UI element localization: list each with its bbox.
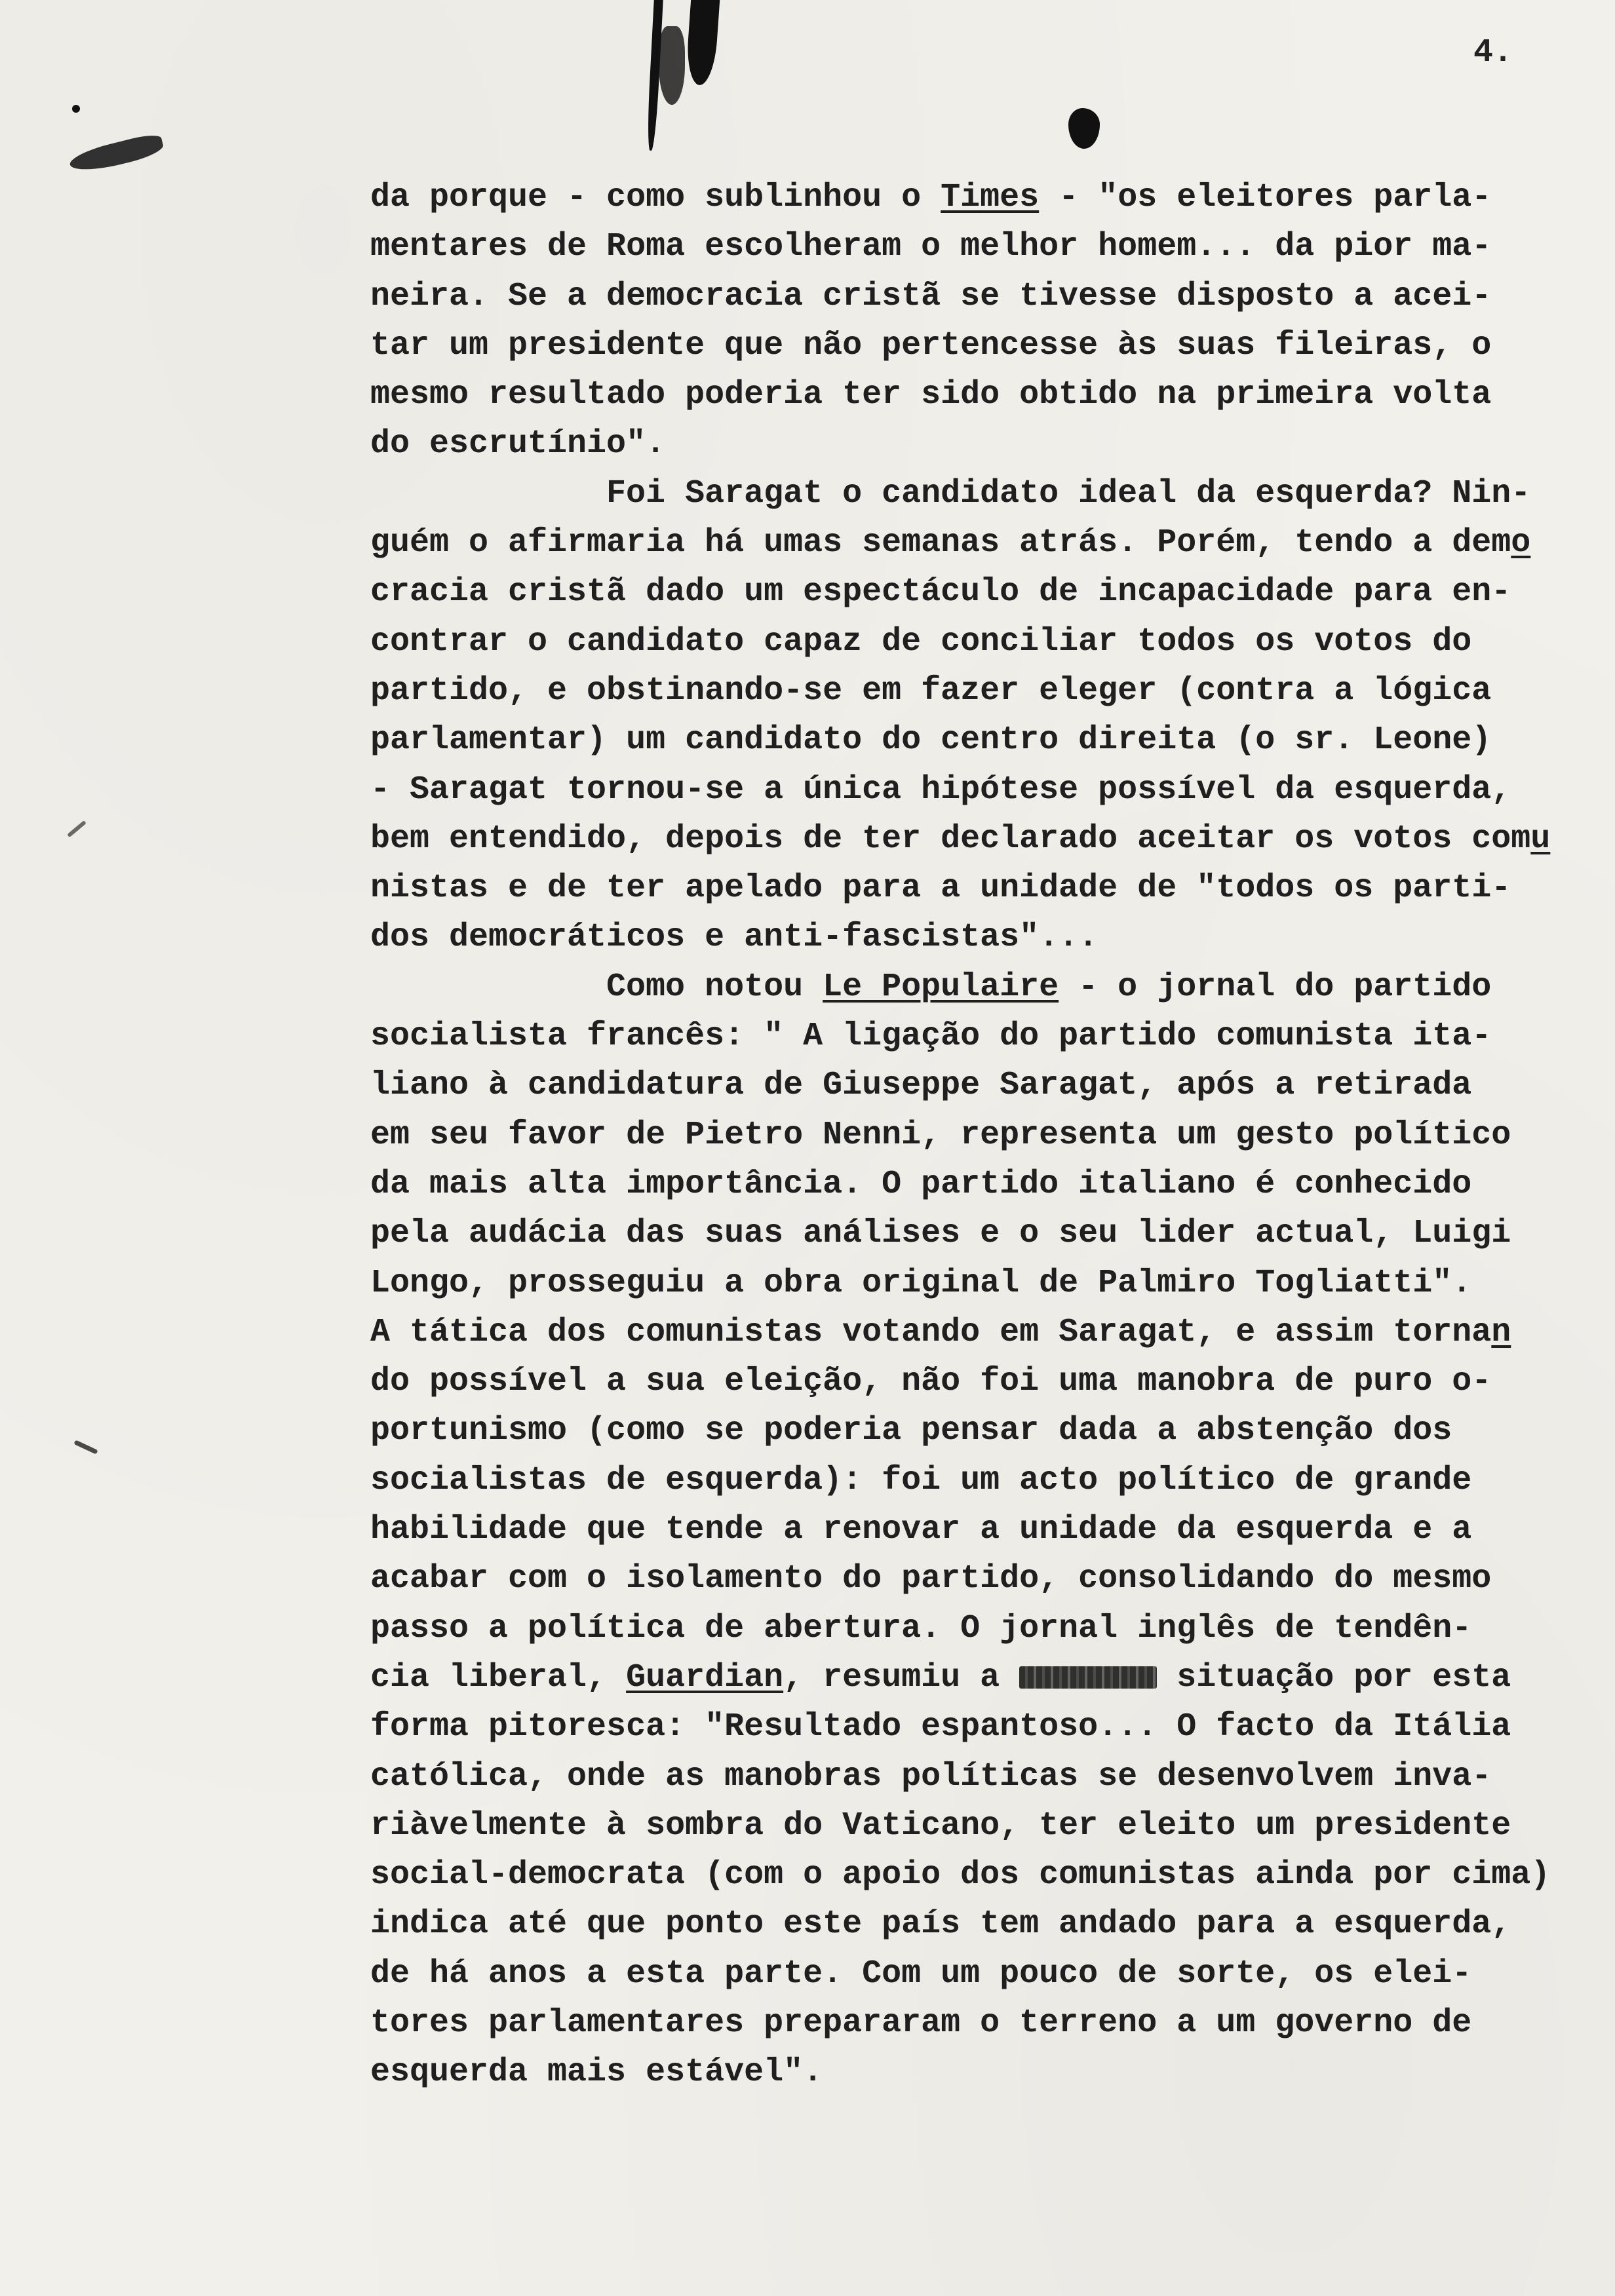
text-line: [370, 518, 1589, 567]
text-segment: riàvelmente à sombra do Vaticano, ter eleito um presidente: [370, 1807, 1511, 1845]
ink-drip: [685, 0, 720, 86]
text-line: [370, 1456, 1589, 1505]
margin-mark: [67, 820, 87, 837]
text-line: [370, 1061, 1589, 1110]
text-line: [370, 1653, 1589, 1702]
text-segment: Foi Saragat o candidato ideal da esquerda? Nin-: [606, 474, 1531, 512]
text-line: [370, 1554, 1589, 1603]
text-line: [370, 567, 1589, 617]
text-line: [370, 173, 1589, 222]
underlined-hyphen-mark: u: [1530, 820, 1551, 858]
text-segment: , resumiu a: [783, 1658, 1020, 1696]
text-segment: Longo, prosseguiu a obra original de Palmiro Togliatti".: [370, 1264, 1472, 1302]
text-segment: bem entendido, depois de ter declarado aceitar os votos com: [370, 820, 1531, 858]
text-segment: de há anos a esta parte. Com um pouco de sorte, os elei-: [370, 1955, 1472, 1993]
text-line: [370, 617, 1589, 666]
text-segment: parlamentar) um candidato do centro direita (o sr. Leone): [370, 721, 1492, 759]
text-segment: da porque - como sublinhou o: [370, 179, 941, 216]
text-segment: partido, e obstinando-se em fazer eleger (contra a lógica: [370, 672, 1492, 710]
underlined-hyphen-mark: o: [1511, 524, 1531, 562]
text-line: [370, 1752, 1589, 1801]
underlined-title-le-populaire: Le Populaire: [823, 968, 1059, 1006]
text-segment: passo a política de abertura. O jornal inglês de tendên-: [370, 1609, 1472, 1647]
text-line: [370, 1012, 1589, 1061]
text-line: [370, 1308, 1589, 1357]
text-segment: Como notou: [606, 968, 823, 1006]
text-segment: contrar o candidato capaz de conciliar todos os votos do: [370, 622, 1472, 660]
text-line: [370, 222, 1589, 271]
text-segment: A tática dos comunistas votando em Saragat, e assim torna: [370, 1313, 1492, 1351]
text-line: [370, 1357, 1589, 1406]
text-line: [370, 814, 1589, 864]
underlined-title-times: Times: [941, 179, 1040, 216]
text-segment: pela audácia das suas análises e o seu lider actual, Luigi: [370, 1215, 1511, 1253]
text-line: [370, 1209, 1589, 1258]
text-line: [370, 1949, 1589, 1999]
page-number: 4.: [1473, 34, 1513, 71]
text-segment: habilidade que tende a renovar a unidade da esquerda e a: [370, 1511, 1472, 1549]
text-line: [370, 321, 1589, 370]
text-segment: - Saragat tornou-se a única hipótese possível da esquerda,: [370, 771, 1511, 809]
text-segment: forma pitoresca: "Resultado espantoso... O facto da Itália: [370, 1708, 1511, 1746]
text-line: [370, 2048, 1589, 2097]
text-segment: do possível a sua eleição, não foi uma manobra de puro o-: [370, 1363, 1492, 1401]
text-segment: mesmo resultado poderia ter sido obtido na primeira volta: [370, 376, 1492, 414]
text-line: [370, 1801, 1589, 1850]
text-line: [370, 765, 1589, 814]
paragraph-first-line: [370, 469, 1589, 518]
text-segment: - o jornal do partido: [1059, 968, 1492, 1006]
text-segment: cracia cristã dado um espectáculo de incapacidade para en-: [370, 573, 1511, 611]
text-segment: do escrutínio".: [370, 425, 666, 463]
text-line: [370, 1850, 1589, 1900]
text-line: [370, 1604, 1589, 1653]
text-segment: portunismo (como se poderia pensar dada a abstenção dos: [370, 1412, 1452, 1450]
text-line: [370, 1406, 1589, 1455]
text-segment: esquerda mais estável".: [370, 2054, 823, 2092]
text-segment: tar um presidente que não pertencesse às suas fileiras, o: [370, 326, 1492, 364]
ink-dot: [72, 105, 80, 113]
text-segment: mentares de Roma escolheram o melhor homem... da pior ma-: [370, 228, 1492, 266]
text-line: [370, 1900, 1589, 1949]
margin-mark: [73, 1440, 98, 1454]
body-text: [370, 173, 1589, 2097]
text-line: [370, 864, 1589, 913]
text-line: [370, 666, 1589, 716]
text-line: [370, 1259, 1589, 1308]
text-segment: acabar com o isolamento do partido, consolidando do mesmo: [370, 1560, 1492, 1598]
text-line: [370, 272, 1589, 321]
underlined-hyphen-mark: n: [1491, 1313, 1511, 1351]
text-segment: neira. Se a democracia cristã se tivesse disposto a acei-: [370, 277, 1492, 315]
paragraph-first-line: [370, 963, 1589, 1012]
text-segment: da mais alta importância. O partido italiano é conhecido: [370, 1165, 1472, 1203]
text-segment: indica até que ponto este país tem andado para a esquerda,: [370, 1905, 1511, 1943]
text-segment: cia liberal,: [370, 1658, 627, 1696]
struck-out-word: [1019, 1666, 1157, 1689]
text-segment: em seu favor de Pietro Nenni, representa um gesto político: [370, 1116, 1511, 1154]
text-segment: nistas e de ter apelado para a unidade de "todos os parti-: [370, 870, 1511, 908]
text-segment: tores parlamentares prepararam o terreno a um governo de: [370, 2004, 1472, 2042]
text-segment: guém o afirmaria há umas semanas atrás. Porém, tendo a dem: [370, 524, 1511, 562]
text-line: [370, 1111, 1589, 1160]
text-line: [370, 1160, 1589, 1209]
text-segment: social-democrata (com o apoio dos comunistas ainda por cima): [370, 1856, 1551, 1894]
text-segment: socialista francês: " A ligação do partido comunista ita-: [370, 1018, 1492, 1056]
text-line: [370, 1505, 1589, 1554]
ink-blot: [1068, 108, 1100, 149]
text-segment: liano à candidatura de Giuseppe Saragat, após a retirada: [370, 1067, 1472, 1105]
ink-smear: [68, 132, 165, 176]
text-segment: socialistas de esquerda): foi um acto político de grande: [370, 1461, 1472, 1499]
text-line: [370, 716, 1589, 765]
text-line: [370, 1999, 1589, 2048]
text-line: [370, 913, 1589, 962]
text-segment: dos democráticos e anti-fascistas"...: [370, 919, 1099, 957]
text-line: [370, 419, 1589, 469]
text-segment: católica, onde as manobras políticas se desenvolvem inva-: [370, 1757, 1492, 1795]
text-segment: - "os eleitores parla-: [1039, 179, 1492, 216]
text-line: [370, 370, 1589, 419]
ink-drip: [659, 26, 685, 105]
text-line: [370, 1702, 1589, 1751]
text-segment: situação por esta: [1157, 1658, 1511, 1696]
underlined-title-guardian: Guardian: [626, 1658, 784, 1696]
